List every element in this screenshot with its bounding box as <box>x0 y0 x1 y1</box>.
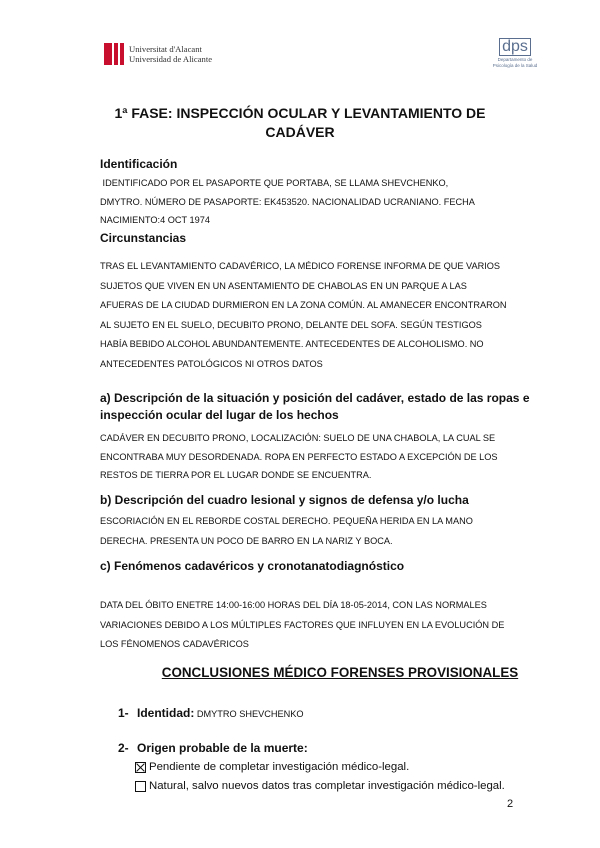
section-a-line: RESTOS DE TIERRA POR EL LUGAR DONDE SE ENCUENTRA. <box>100 470 372 481</box>
section-a-line: CADÁVER EN DECUBITO PRONO, LOCALIZACIÓN: SUELO DE UNA CHABOLA, LA CUAL SE <box>100 433 496 443</box>
checked-checkbox-icon <box>135 762 146 773</box>
section-b-text <box>100 512 550 551</box>
department-logo-subtitle-2: Psicología de la Salud <box>492 63 538 68</box>
identificacion-line: DMYTRO. NÚMERO DE PASAPORTE: EK453520. NACIONALIDAD UCRANIANO. FECHA <box>100 196 475 207</box>
identificacion-line: NACIMIENTO:4 OCT 1974 <box>100 215 210 226</box>
department-logo-text: dps <box>499 38 531 56</box>
circunstancias-line: HABÍA BEBIDO ALCOHOL ABUNDANTEMENTE. ANTECEDENTES DE ALCOHOLISMO. NO <box>100 339 484 350</box>
option-label: Natural, salvo nuevos datos tras completar investigación médico-legal. <box>149 780 505 792</box>
origin-label: Origen probable de la muerte: <box>137 741 308 755</box>
option-label: Pendiente de completar investigación médico-legal. <box>149 761 410 773</box>
department-logo <box>484 38 546 68</box>
item-number: 1- <box>118 706 129 720</box>
university-name-spanish: Universidad de Alicante <box>129 54 213 64</box>
department-logo-subtitle-1: Departamento de <box>497 57 533 62</box>
circunstancias-text <box>100 257 550 375</box>
identificacion-heading: Identificación <box>100 157 178 171</box>
identificacion-text <box>100 174 550 230</box>
identity-value: DMYTRO SHEVCHENKO <box>194 709 304 719</box>
section-a-text <box>100 429 550 485</box>
identity-label: Identidad: <box>137 706 195 720</box>
unchecked-checkbox-icon <box>135 781 146 792</box>
university-crest-icon <box>104 43 124 65</box>
section-a-heading <box>100 390 530 424</box>
circunstancias-heading: Circunstancias <box>100 231 187 245</box>
title-line-2: CADÁVER <box>265 124 335 140</box>
circunstancias-line: AL SUJETO EN EL SUELO, DECUBITO PRONO, DELANTE DEL SOFA. SEGÚN TESTIGOS <box>100 319 482 330</box>
circunstancias-line: ANTECEDENTES PATOLÓGICOS NI OTROS DATOS <box>100 358 323 369</box>
circunstancias-line: AFUERAS DE LA CIUDAD DURMIERON EN LA ZONA COMÚN. AL AMANECER ENCONTRARON <box>100 300 507 311</box>
identificacion-line: IDENTIFICADO POR EL PASAPORTE QUE PORTABA, SE LLAMA SHEVCHENKO, <box>100 178 449 188</box>
conclusion-item-identity <box>118 705 304 722</box>
section-b-line: ESCORIACIÓN EN EL REBORDE COSTAL DERECHO. PEQUEÑA HERIDA EN LA MANO <box>100 516 473 526</box>
section-c-line: VARIACIONES DEBIDO A LOS MÚLTIPLES FACTORES QUE INFLUYEN EN LA EVOLUCIÓN DE <box>100 619 505 630</box>
section-b-line: DERECHA. PRESENTA UN POCO DE BARRO EN LA NARIZ Y BOCA. <box>100 535 393 546</box>
title-line-1: 1ª FASE: INSPECCIÓN OCULAR Y LEVANTAMIENTO DE <box>114 105 486 121</box>
page-number: 2 <box>507 798 514 810</box>
circunstancias-line: TRAS EL LEVANTAMIENTO CADAVÉRICO, LA MÉDICO FORENSE INFORMA DE QUE VARIOS <box>100 261 501 271</box>
section-c-heading: c) Fenómenos cadavéricos y cronotanatodiagnóstico <box>100 559 405 573</box>
option-natural <box>135 779 505 794</box>
section-c-line: DATA DEL ÓBITO ENETRE 14:00-16:00 HORAS DEL DÍA 18-05-2014, CON LAS NORMALES <box>100 600 487 610</box>
university-logo <box>104 43 212 65</box>
conclusion-item-origin <box>118 740 308 756</box>
item-number: 2- <box>118 741 129 755</box>
section-c-line: LOS FÉNOMENOS CADAVÉRICOS <box>100 639 249 650</box>
document-title <box>110 104 490 142</box>
circunstancias-line: SUJETOS QUE VIVEN EN UN ASENTAMIENTO DE CHABOLAS EN UN PARQUE A LAS <box>100 280 467 291</box>
section-a-heading-line-2: inspección ocular del lugar de los hechos <box>100 408 339 422</box>
section-b-heading: b) Descripción del cuadro lesional y signos de defensa y/o lucha <box>100 493 469 507</box>
section-c-text <box>100 596 550 655</box>
section-a-line: ENCONTRABA MUY DESORDENADA. ROPA EN PERFECTO ESTADO A EXCEPCIÓN DE LOS <box>100 451 498 462</box>
conclusions-heading: CONCLUSIONES MÉDICO FORENSES PROVISIONALES <box>161 665 519 680</box>
university-name-valencian: Universitat d'Alacant <box>129 44 202 54</box>
option-pending-investigation <box>135 760 409 775</box>
section-a-heading-line-1: a) Descripción de la situación y posición del cadáver, estado de las ropas e <box>100 391 530 405</box>
